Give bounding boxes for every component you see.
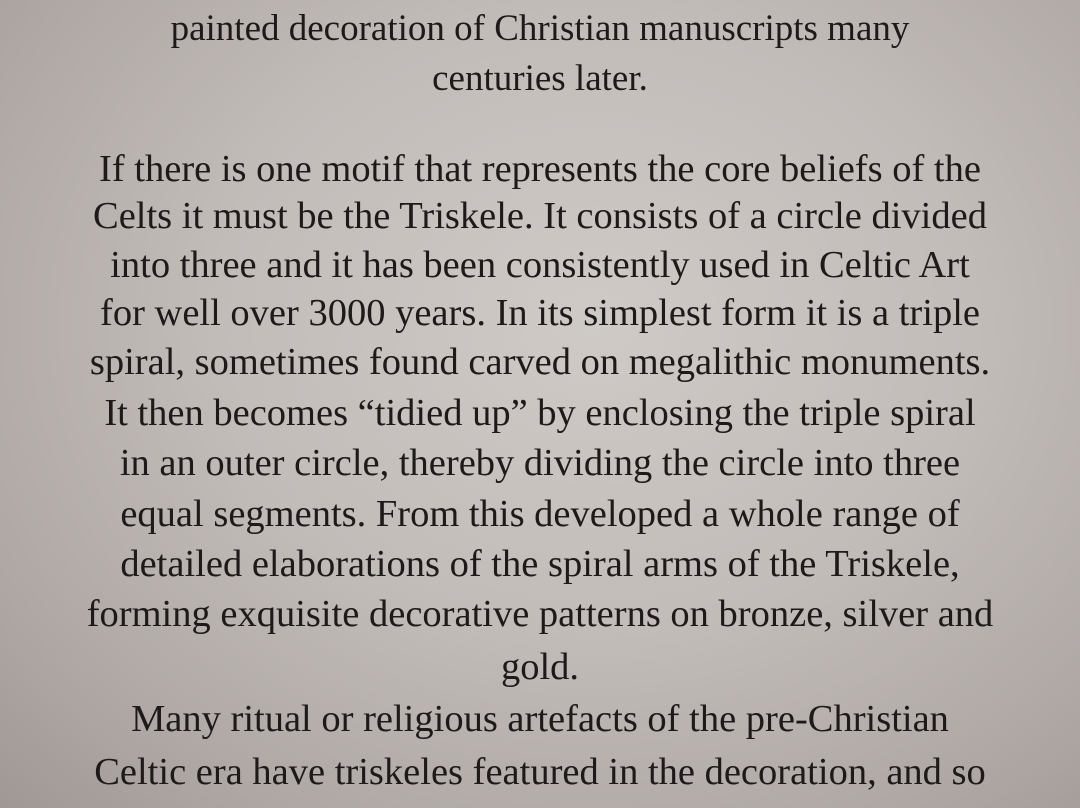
text-line: painted decoration of Christian manuscripts many [170, 8, 910, 49]
text-line: forming exquisite decorative patterns on bronze, silver and [86, 593, 994, 635]
text-line: It then becomes “tidied up” by enclosing the triple spiral [104, 392, 976, 434]
text-line: equal segments. From this developed a whole range of [120, 493, 960, 535]
text-line: Celts it must be the Triskele. It consists of a circle divided [93, 195, 987, 237]
text-line: Many ritual or religious artefacts of the pre-Christian [131, 698, 949, 740]
text-line: centuries later. [432, 58, 648, 99]
text-line: gold. [500, 646, 580, 688]
text-line: detailed elaborations of the spiral arms of the Triskele, [120, 543, 960, 585]
text-line: If there is one motif that represents the core beliefs of the [99, 148, 981, 190]
text-line: spiral, sometimes found carved on megalithic monuments. [89, 341, 991, 383]
text-line: into three and it has been consistently used in Celtic Art [110, 244, 970, 286]
text-line: for well over 3000 years. In its simplest form it is a triple [100, 292, 980, 334]
text-line: in an outer circle, thereby dividing the circle into three [119, 442, 961, 484]
text-line: Celtic era have triskeles featured in the decoration, and so [94, 751, 986, 793]
